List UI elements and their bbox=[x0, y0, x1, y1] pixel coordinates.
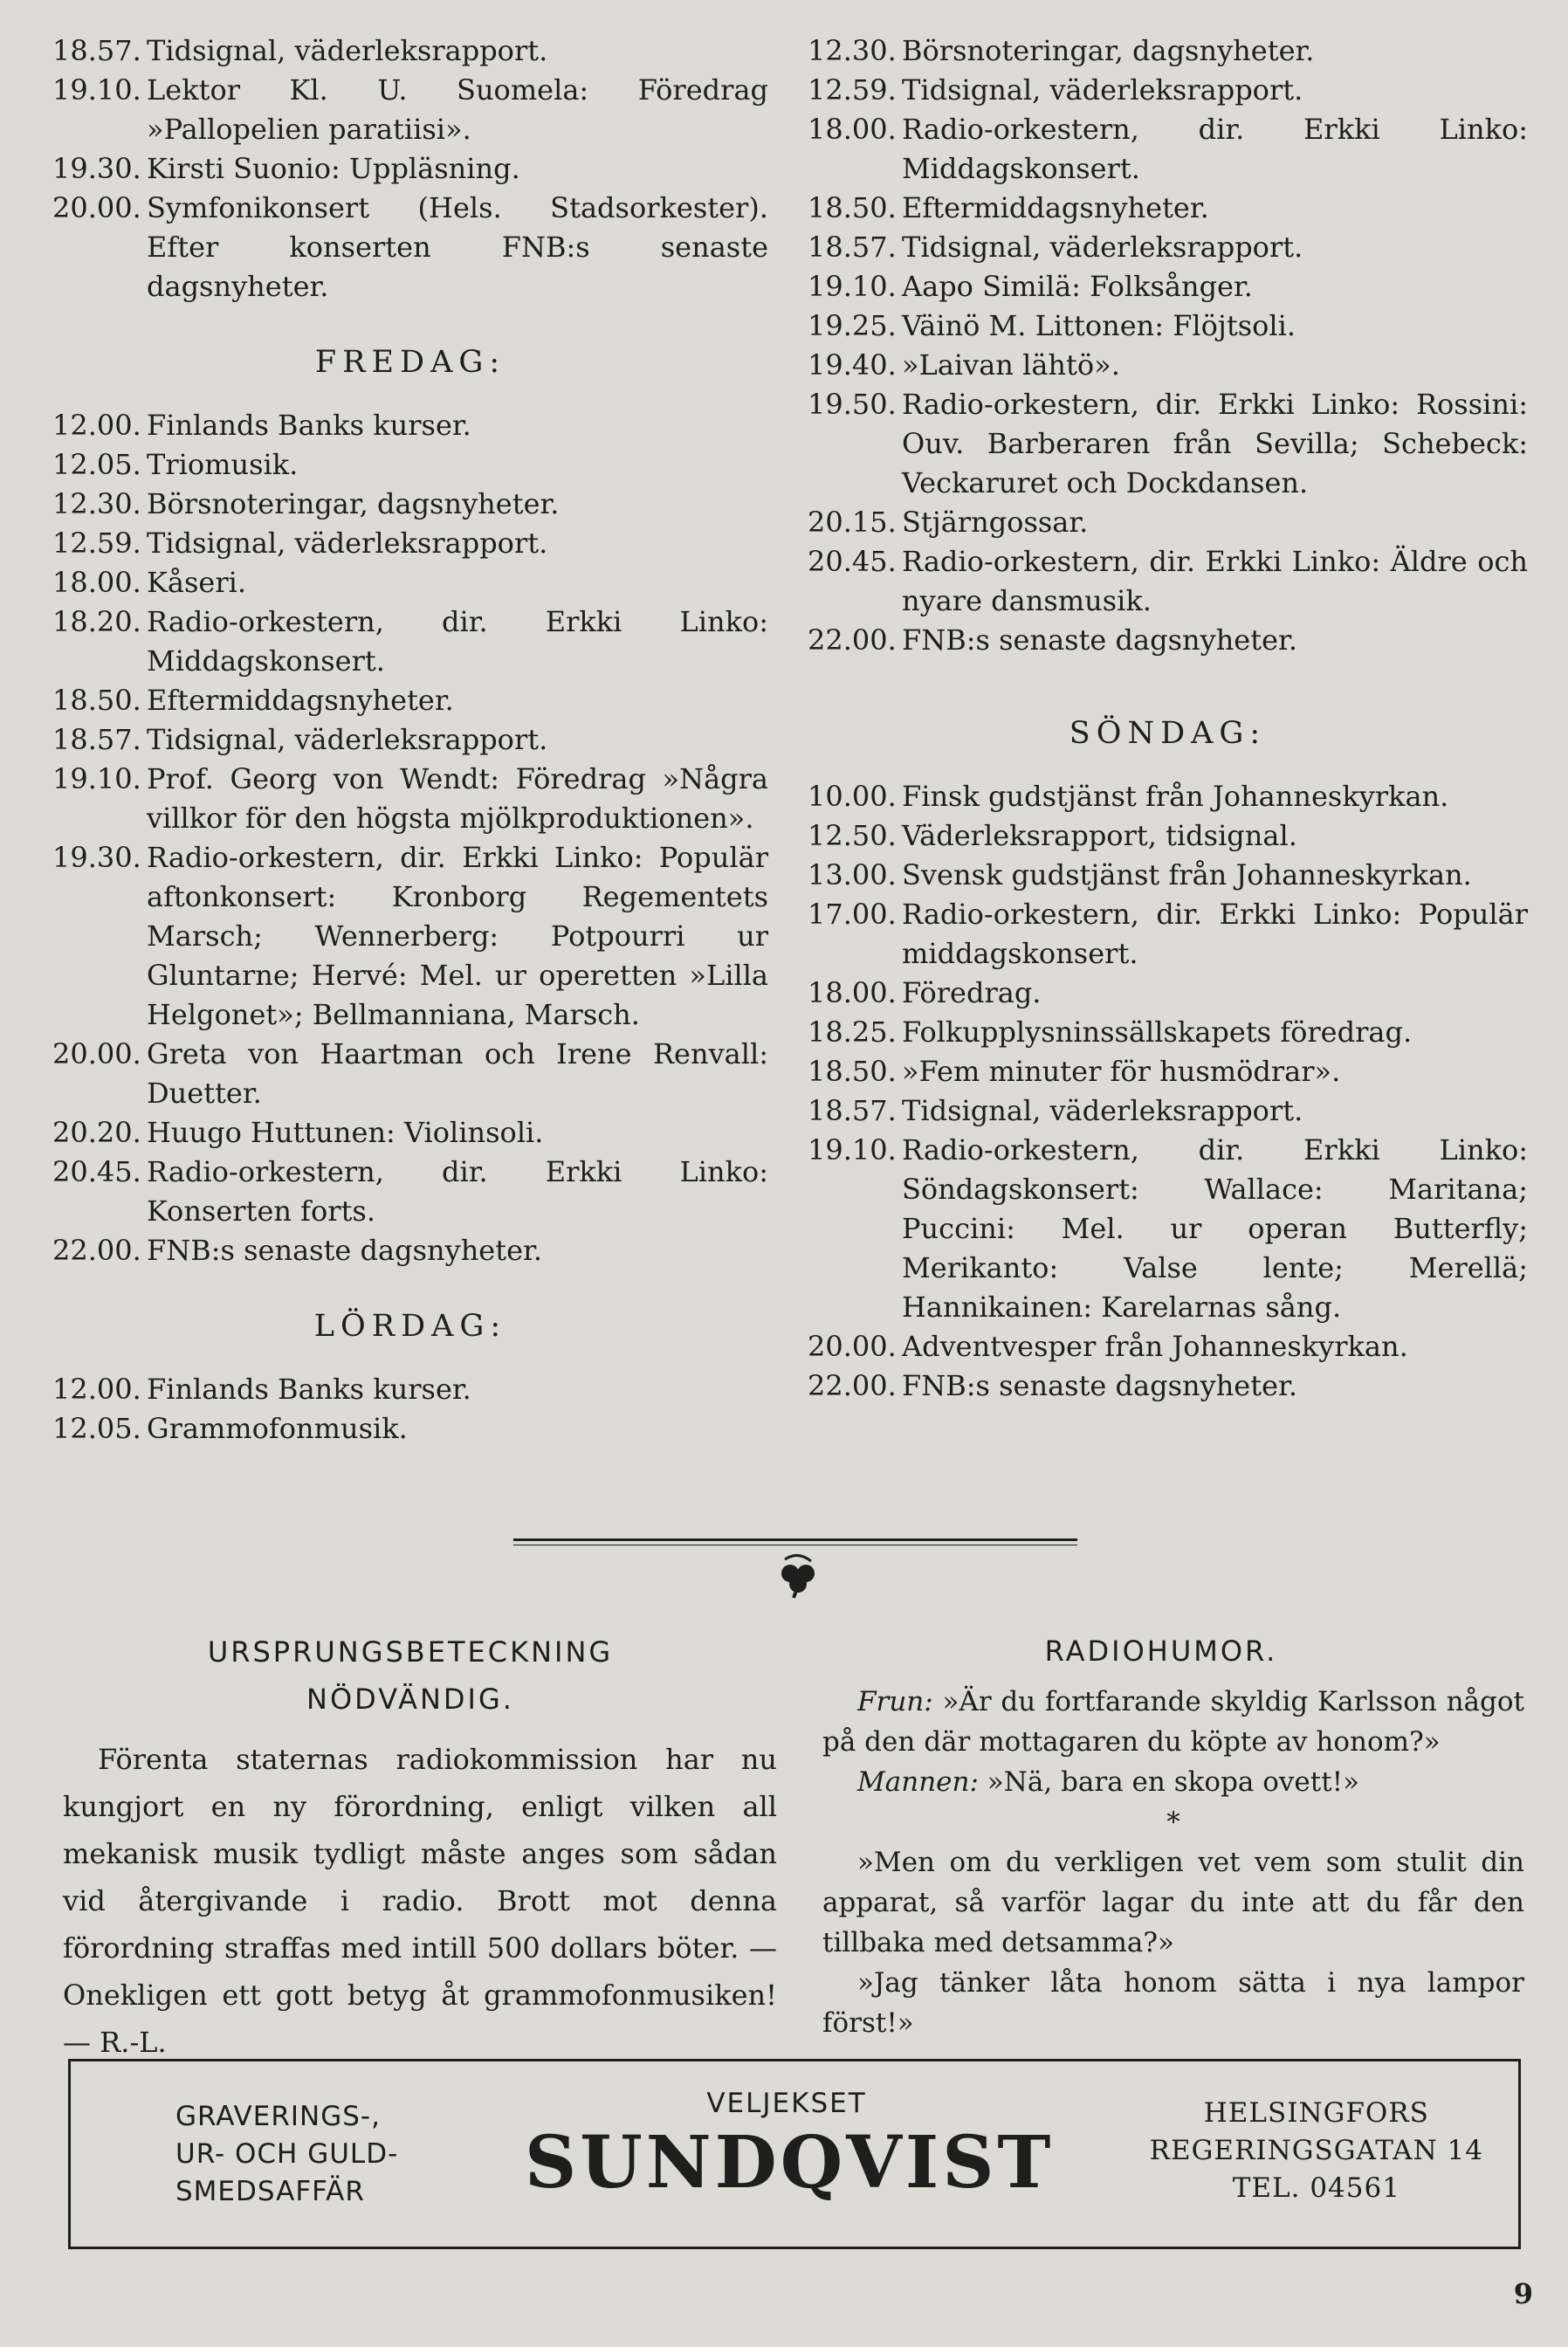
entry-text: Radio-orkestern, dir. Erkki Linko: Rossini: Ouv. Barberaren från Sevilla; Schebeck: Veckaruret och Dockdansen. bbox=[902, 388, 1528, 499]
entry-text: Finlands Banks kurser. bbox=[147, 409, 471, 442]
right-column bbox=[808, 31, 1528, 1406]
program-entry bbox=[52, 681, 768, 720]
program-entry bbox=[52, 1113, 768, 1153]
entry-time: 12.30. bbox=[52, 487, 141, 520]
entry-time: 17.00. bbox=[808, 898, 897, 931]
entry-text: Radio-orkestern, dir. Erkki Linko: Konserten forts. bbox=[147, 1155, 768, 1228]
article-title-ursprungsbeteckning: URSPRUNGSBETECKNING NÖDVÄNDIG. bbox=[207, 1635, 614, 1716]
program-entry bbox=[808, 816, 1528, 856]
ad-phone: TEL. 04561 bbox=[1232, 2172, 1400, 2204]
speaker-label: Frun: bbox=[857, 1686, 933, 1717]
program-entry bbox=[52, 720, 768, 760]
ad-left-block bbox=[175, 2098, 398, 2211]
entry-text: Kåseri. bbox=[147, 566, 247, 599]
program-entry bbox=[52, 149, 768, 189]
program-entry bbox=[808, 110, 1528, 189]
entry-text: Radio-orkestern, dir. Erkki Linko: Middagskonsert. bbox=[902, 113, 1528, 185]
entry-text: Tidsignal, väderleksrapport. bbox=[902, 73, 1303, 107]
program-entry bbox=[52, 189, 768, 306]
program-entry bbox=[808, 1131, 1528, 1327]
entry-time: 12.00. bbox=[52, 409, 141, 442]
entry-text: Triomusik. bbox=[147, 448, 299, 481]
ad-city: HELSINGFORS bbox=[1203, 2097, 1429, 2129]
humor-line-4: »Jag tänker låta honom sätta i nya lampor först!» bbox=[822, 1967, 1524, 2039]
sondag-list bbox=[808, 777, 1528, 1406]
entry-text: Tidsignal, väderleksrapport. bbox=[147, 723, 548, 756]
entry-time: 20.45. bbox=[52, 1155, 141, 1188]
entry-text: Stjärngossar. bbox=[902, 506, 1089, 539]
entry-time: 19.10. bbox=[808, 1133, 897, 1167]
entry-time: 12.00. bbox=[52, 1373, 141, 1406]
program-entry bbox=[52, 406, 768, 445]
entry-text: Lektor Kl. U. Suomela: Föredrag »Pallopelien paratiisi». bbox=[147, 73, 768, 146]
entry-time: 20.20. bbox=[52, 1116, 141, 1149]
day-heading-sondag: SÖNDAG: bbox=[1069, 716, 1267, 751]
entry-time: 12.05. bbox=[52, 448, 141, 481]
entry-text: Greta von Haartman och Irene Renvall: Duetter. bbox=[147, 1037, 768, 1110]
article-title-radiohumor: RADIOHUMOR. bbox=[1044, 1635, 1278, 1668]
entry-text: Aapo Similä: Folksånger. bbox=[902, 270, 1253, 303]
entry-time: 19.10. bbox=[52, 762, 141, 795]
humor-line-3: »Men om du verkligen vet vem som stulit din apparat, så varför lagar du inte att du får den tillbaka med detsamma?» bbox=[822, 1847, 1524, 1958]
fredag-list bbox=[52, 406, 768, 1270]
program-entry bbox=[808, 1013, 1528, 1052]
program-entry bbox=[52, 1370, 768, 1409]
sundqvist-advertisement bbox=[68, 2059, 1521, 2249]
program-entry bbox=[52, 485, 768, 524]
entry-time: 20.15. bbox=[808, 506, 897, 539]
program-entry bbox=[808, 31, 1528, 71]
entry-text: Folkupplysninssällskapets föredrag. bbox=[902, 1015, 1413, 1049]
entry-time: 18.50. bbox=[808, 191, 897, 224]
program-entry bbox=[808, 777, 1528, 816]
ad-street: REGERINGSGATAN 14 bbox=[1149, 2135, 1483, 2166]
entry-text: FNB:s senaste dagsnyheter. bbox=[902, 1369, 1297, 1402]
entry-time: 18.00. bbox=[808, 113, 897, 146]
entry-text: Radio-orkestern, dir. Erkki Linko: Populär middagskonsert. bbox=[902, 898, 1528, 970]
program-entry bbox=[808, 503, 1528, 542]
ad-brand-name: SUNDQVIST bbox=[525, 2121, 1055, 2205]
entry-text: Väderleksrapport, tidsignal. bbox=[902, 819, 1297, 852]
day-heading-fredag: FREDAG: bbox=[314, 345, 506, 380]
article-paragraph: Förenta staternas radiokommission har nu kungjort en ny förordning, enligt vilken all mekanisk musik tydligt måste anges som sådan vid återgivande i radio. Brott mot denna förordning straffas med intill 500 dollars böter. — Onekligen ett gott betyg åt grammofonmusiken! — R.-L. bbox=[63, 1743, 777, 2059]
ad-veljekset: VELJEKSET bbox=[706, 2088, 867, 2119]
entry-time: 18.25. bbox=[808, 1015, 897, 1049]
program-entry bbox=[808, 974, 1528, 1013]
entry-text: Finsk gudstjänst från Johanneskyrkan. bbox=[902, 780, 1449, 813]
entry-time: 22.00. bbox=[808, 1369, 897, 1402]
entry-text: Föredrag. bbox=[902, 976, 1042, 1009]
article-body-ursprungsbeteckning bbox=[63, 1736, 777, 2066]
divider-rule bbox=[513, 1538, 1077, 1541]
humor-text: »Nä, bara en skopa ovett!» bbox=[987, 1766, 1360, 1798]
speaker-label: Mannen: bbox=[857, 1766, 979, 1798]
entry-time: 18.20. bbox=[52, 605, 141, 638]
program-entry bbox=[808, 1052, 1528, 1091]
entry-time: 12.59. bbox=[808, 73, 897, 107]
program-entry bbox=[808, 1366, 1528, 1406]
day-heading-lordag: LÖRDAG: bbox=[313, 1309, 507, 1344]
entry-text: Symfonikonsert (Hels. Stadsorkester). Efter konserten FNB:s senaste dagsnyheter. bbox=[147, 191, 768, 303]
entry-text: »Laivan lähtö». bbox=[902, 348, 1120, 382]
program-entry bbox=[52, 838, 768, 1035]
humor-text: »Är du fortfarande skyldig Karlsson något på den där mottagaren du köpte av honom?» bbox=[822, 1686, 1524, 1758]
entry-time: 10.00. bbox=[808, 780, 897, 813]
entry-text: Börsnoteringar, dagsnyheter. bbox=[147, 487, 560, 520]
program-entry bbox=[52, 760, 768, 838]
humor-separator: * bbox=[1166, 1807, 1180, 1838]
entry-text: Huugo Huttunen: Violinsoli. bbox=[147, 1116, 544, 1149]
program-entry bbox=[52, 445, 768, 485]
entry-text: Grammofonmusik. bbox=[147, 1412, 408, 1445]
program-entry bbox=[52, 71, 768, 149]
entry-time: 20.00. bbox=[52, 191, 141, 224]
entry-text: Tidsignal, väderleksrapport. bbox=[902, 1094, 1303, 1127]
entry-text: Finlands Banks kurser. bbox=[147, 1373, 471, 1406]
entry-text: Adventvesper från Johanneskyrkan. bbox=[902, 1330, 1408, 1363]
program-entry bbox=[52, 602, 768, 681]
entry-text: »Fem minuter för husmödrar». bbox=[902, 1055, 1341, 1088]
program-entry bbox=[52, 1231, 768, 1270]
program-entry bbox=[808, 385, 1528, 503]
entry-time: 12.59. bbox=[52, 527, 141, 560]
entry-text: Radio-orkestern, dir. Erkki Linko: Middagskonsert. bbox=[147, 605, 768, 678]
entry-time: 20.45. bbox=[808, 545, 897, 578]
entry-time: 12.50. bbox=[808, 819, 897, 852]
program-entry bbox=[808, 71, 1528, 110]
humor-line-1 bbox=[822, 1682, 1524, 1762]
left-intro-list bbox=[52, 31, 768, 306]
program-entry bbox=[808, 1091, 1528, 1131]
entry-time: 20.00. bbox=[52, 1037, 141, 1070]
right-intro-list bbox=[808, 31, 1528, 660]
entry-time: 19.40. bbox=[808, 348, 897, 382]
entry-text: Svensk gudstjänst från Johanneskyrkan. bbox=[902, 858, 1472, 891]
entry-time: 19.10. bbox=[52, 73, 141, 107]
entry-text: FNB:s senaste dagsnyheter. bbox=[902, 623, 1297, 657]
entry-text: Kirsti Suonio: Uppläsning. bbox=[147, 152, 520, 185]
program-entry bbox=[52, 31, 768, 71]
program-entry bbox=[808, 306, 1528, 346]
entry-time: 18.57. bbox=[52, 723, 141, 756]
program-entry bbox=[808, 542, 1528, 621]
entry-text: Tidsignal, väderleksrapport. bbox=[902, 231, 1303, 264]
entry-time: 22.00. bbox=[52, 1234, 141, 1267]
program-entry bbox=[52, 524, 768, 563]
entry-text: Radio-orkestern, dir. Erkki Linko: Äldre och nyare dansmusik. bbox=[902, 545, 1528, 617]
entry-time: 18.57. bbox=[808, 231, 897, 264]
program-entry bbox=[52, 1153, 768, 1231]
entry-text: Tidsignal, väderleksrapport. bbox=[147, 527, 548, 560]
entry-time: 18.50. bbox=[52, 684, 141, 717]
entry-text: Väinö M. Littonen: Flöjtsoli. bbox=[902, 309, 1296, 342]
entry-time: 20.00. bbox=[808, 1330, 897, 1363]
humor-line-2 bbox=[822, 1762, 1524, 1802]
entry-text: Börsnoteringar, dagsnyheter. bbox=[902, 34, 1315, 67]
program-entry bbox=[808, 1327, 1528, 1366]
entry-time: 19.25. bbox=[808, 309, 897, 342]
entry-text: Radio-orkestern, dir. Erkki Linko: Populär aftonkonsert: Kronborg Regementets Marsch; Wennerberg: Potpourri ur Gluntarne; Hervé: Mel. ur operetten »Lilla Helgonet»; Bellmanniana, Marsch. bbox=[147, 841, 768, 1031]
entry-time: 19.50. bbox=[808, 388, 897, 421]
entry-text: Tidsignal, väderleksrapport. bbox=[147, 34, 548, 67]
entry-time: 19.30. bbox=[52, 841, 141, 874]
program-entry bbox=[808, 228, 1528, 267]
lordag-list bbox=[52, 1370, 768, 1449]
entry-text: Eftermiddagsnyheter. bbox=[902, 191, 1209, 224]
entry-time: 12.30. bbox=[808, 34, 897, 67]
ad-left-line: UR- OCH GULD- bbox=[175, 2138, 399, 2170]
entry-text: Radio-orkestern, dir. Erkki Linko: Söndagskonsert: Wallace: Maritana; Puccini: Mel. ur operan Butterfly; Merikanto: Valse lente; Merellä; Hannikainen: Karelarnas sång. bbox=[902, 1133, 1528, 1324]
program-entry bbox=[52, 563, 768, 602]
ad-right-block bbox=[1150, 2095, 1483, 2207]
article-body-radiohumor bbox=[822, 1682, 1524, 2043]
entry-text: Eftermiddagsnyheter. bbox=[147, 684, 454, 717]
entry-time: 12.05. bbox=[52, 1412, 141, 1445]
entry-time: 19.10. bbox=[808, 270, 897, 303]
entry-time: 18.57. bbox=[808, 1094, 897, 1127]
clover-ornament-icon bbox=[778, 1547, 818, 1600]
entry-time: 18.50. bbox=[808, 1055, 897, 1088]
program-entry bbox=[808, 346, 1528, 385]
left-column bbox=[52, 31, 768, 1449]
ad-center-block bbox=[525, 2088, 1055, 2206]
program-entry bbox=[52, 1035, 768, 1113]
entry-time: 19.30. bbox=[52, 152, 141, 185]
ad-left-line: GRAVERINGS-, bbox=[175, 2101, 381, 2132]
page-number: 9 bbox=[1513, 2277, 1533, 2310]
entry-time: 22.00. bbox=[808, 623, 897, 657]
ad-left-line: SMEDSAFFÄR bbox=[175, 2176, 365, 2207]
entry-time: 13.00. bbox=[808, 858, 897, 891]
program-entry bbox=[808, 856, 1528, 895]
program-entry bbox=[808, 267, 1528, 306]
entry-text: FNB:s senaste dagsnyheter. bbox=[147, 1234, 542, 1267]
program-entry bbox=[808, 189, 1528, 228]
program-entry bbox=[808, 895, 1528, 974]
entry-time: 18.57. bbox=[52, 34, 141, 67]
program-entry bbox=[808, 621, 1528, 660]
entry-time: 18.00. bbox=[52, 566, 141, 599]
entry-text: Prof. Georg von Wendt: Föredrag »Några villkor för den högsta mjölkproduktionen». bbox=[147, 762, 768, 835]
entry-time: 18.00. bbox=[808, 976, 897, 1009]
program-entry bbox=[52, 1409, 768, 1449]
